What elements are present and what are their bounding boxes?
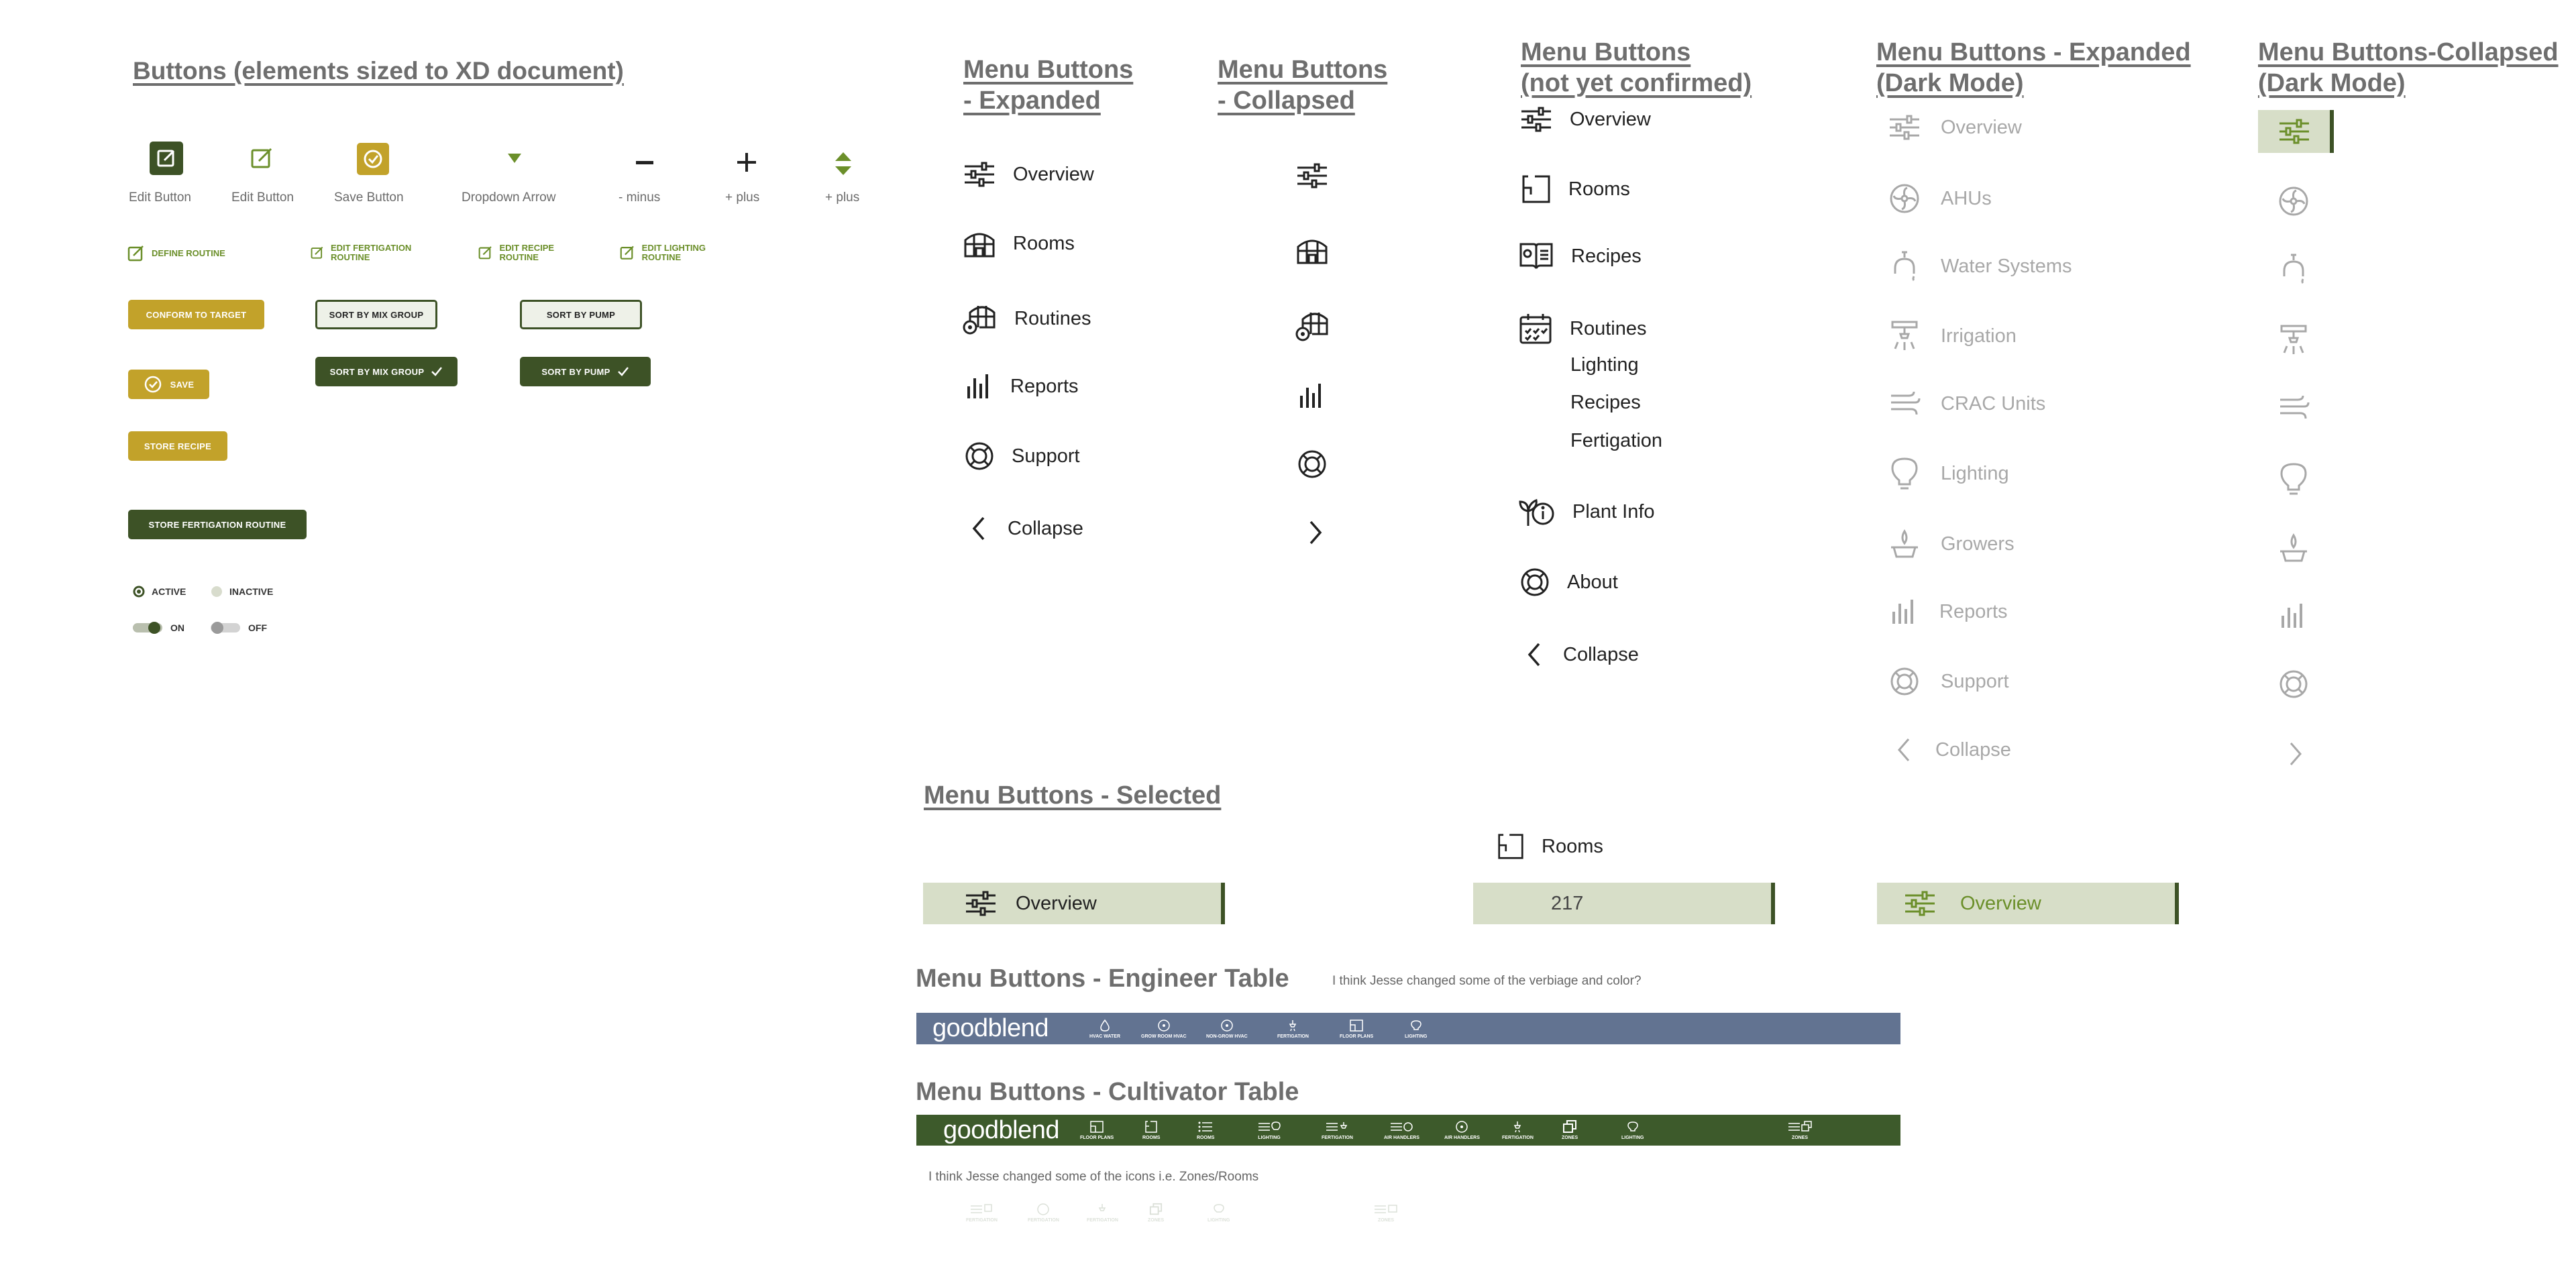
unconfirmed-sub-lighting[interactable]: Lighting <box>1570 354 1639 376</box>
dark-item-support-label: Support <box>1941 670 2009 692</box>
engineer-item-label: FLOOR PLANS <box>1340 1034 1374 1039</box>
faded-item-label: FERTIGATION <box>1028 1218 1059 1223</box>
menu-unconfirmed-title-line1: Menu Buttons <box>1521 38 1691 66</box>
edit-lighting-label: EDIT LIGHTING ROUTINE <box>641 243 706 262</box>
dark-item-lighting[interactable] <box>1888 456 2009 491</box>
sliders-icon <box>1296 162 1328 189</box>
faded-item-label: ZONES <box>1148 1218 1165 1223</box>
sliders-icon <box>1520 106 1552 133</box>
menu-item-routines-label: Routines <box>1014 307 1091 329</box>
selected-rooms-label: Rooms <box>1542 835 1603 857</box>
edit-button-outline[interactable] <box>250 146 274 170</box>
floorplan-icon <box>1521 174 1551 204</box>
menu-selected-title: Menu Buttons - Selected <box>924 781 1222 810</box>
cultivator-item-label: ROOMS <box>1142 1136 1161 1140</box>
cultivator-note: I think Jesse changed some of the icons i.e. Zones/Rooms <box>928 1170 1259 1184</box>
sort-by-pump-selected-button[interactable] <box>520 357 651 386</box>
cultivator-menu-bar <box>916 1115 1900 1146</box>
dark-item-reports[interactable] <box>1890 598 2008 625</box>
plus-caption: + plus <box>725 190 760 205</box>
plant-pot-icon <box>2277 533 2310 563</box>
edit-recipe-link[interactable] <box>478 243 579 262</box>
cultivator-item-rooms-list[interactable] <box>1197 1115 1214 1146</box>
engineer-table-title: Menu Buttons - Engineer Table <box>916 965 1289 993</box>
engineer-logo: goodblend <box>932 1014 1049 1042</box>
lifebuoy-icon <box>965 441 994 471</box>
cultivator-item-label: ROOMS <box>1197 1136 1215 1140</box>
engineer-item-floor-plans[interactable] <box>1340 1013 1373 1044</box>
fertigation-icon <box>1511 1120 1524 1134</box>
menu-dark-expanded-title <box>1876 38 2191 99</box>
dark-collapsed-reports[interactable] <box>2279 602 2308 629</box>
dark-item-reports-label: Reports <box>1939 600 2008 622</box>
sprinkler-icon <box>1888 319 1921 353</box>
sprinkler-icon <box>2277 323 2310 357</box>
greenhouse-icon <box>963 229 996 258</box>
sliders-zones-icon <box>1788 1120 1812 1134</box>
floorplan-icon <box>1497 833 1524 860</box>
dark-collapsed-ahus[interactable] <box>2277 185 2310 217</box>
cultivator-item-lighting-2[interactable] <box>1621 1115 1644 1146</box>
fertigation-icon <box>1095 1203 1109 1216</box>
cultivator-item-floor-plans[interactable] <box>1080 1115 1114 1146</box>
edit-button-filled[interactable] <box>150 142 183 175</box>
menu-item-rooms-label: Rooms <box>1013 232 1075 254</box>
menu-dark-collapsed-title-line2: (Dark Mode) <box>2258 68 2406 97</box>
water-drop-icon <box>1099 1019 1110 1032</box>
edit-fertigation-label: EDIT FERTIGATION ROUTINE <box>330 243 412 262</box>
engineer-item-fertigation[interactable] <box>1277 1013 1309 1044</box>
unconfirmed-item-collapse[interactable] <box>1525 641 1639 668</box>
lightbulb-icon <box>1888 456 1921 491</box>
sort-by-mix-group-button[interactable]: SORT BY MIX GROUP <box>315 300 437 329</box>
bar-chart-icon <box>1890 598 1919 625</box>
dark-item-growers-label: Growers <box>1941 533 2015 555</box>
cultivator-item-fertigation[interactable] <box>1322 1115 1353 1146</box>
edit-icon <box>620 244 635 262</box>
unconfirmed-item-routines-label: Routines <box>1570 317 1647 339</box>
engineer-item-hvac-water[interactable] <box>1089 1013 1120 1044</box>
engineer-item-label: FERTIGATION <box>1277 1034 1309 1039</box>
cultivator-item-label: LIGHTING <box>1258 1136 1281 1140</box>
radio-active[interactable] <box>133 586 186 598</box>
engineer-item-grow-room-hvac[interactable] <box>1141 1013 1187 1044</box>
sliders-sprinkler-icon <box>1326 1120 1348 1134</box>
cultivator-item-zones[interactable] <box>1562 1115 1578 1146</box>
faded-item-zones <box>1148 1199 1164 1226</box>
edit-fertigation-link[interactable] <box>311 243 425 262</box>
engineer-item-label: LIGHTING <box>1405 1034 1428 1039</box>
menu-expanded-title-line2: - Expanded <box>963 86 1101 115</box>
radio-inactive[interactable] <box>211 586 273 598</box>
faucet-icon <box>2277 252 2310 286</box>
engineer-note: I think Jesse changed some of the verbiage and color? <box>1332 974 1642 988</box>
list-icon <box>1197 1120 1214 1134</box>
fan-icon <box>1455 1120 1468 1134</box>
edit-button-caption: Edit Button <box>129 190 191 205</box>
wind-icon <box>2277 393 2310 423</box>
dark-item-collapse[interactable] <box>1895 736 2011 763</box>
menu-expanded-title <box>963 55 1133 116</box>
menu-unconfirmed-title-line2: (not yet confirmed) <box>1521 68 1752 97</box>
sliders-zones-icon <box>1374 1203 1398 1216</box>
cultivator-item-air-handlers[interactable] <box>1384 1115 1419 1146</box>
lifebuoy-icon <box>1888 667 1921 696</box>
sort-by-mix-group-selected-button[interactable] <box>315 357 458 386</box>
faded-icon-row <box>916 1199 1900 1226</box>
dark-item-support[interactable] <box>1888 667 2009 696</box>
bar-chart-icon <box>966 373 993 400</box>
plus-icon[interactable] <box>737 153 756 172</box>
menu-dark-expanded-title-line1: Menu Buttons - Expanded <box>1876 38 2191 66</box>
radio-unselected-icon <box>211 586 223 598</box>
faded-item-label: FERTIGATION <box>1087 1218 1118 1223</box>
dark-item-growers[interactable] <box>1888 529 2015 559</box>
radio-selected-icon <box>133 586 145 598</box>
bar-chart-icon <box>1299 382 1326 409</box>
sliders-sprinkler-icon <box>970 1203 993 1216</box>
collapsed-overview-button[interactable] <box>1296 162 1328 189</box>
engineer-item-lighting[interactable] <box>1405 1013 1427 1044</box>
plant-info-icon <box>1517 496 1555 527</box>
dark-collapsed-support[interactable] <box>2277 669 2310 699</box>
dark-collapsed-overview-selected[interactable] <box>2258 110 2334 153</box>
floorplan-icon <box>1144 1120 1158 1134</box>
cultivator-item-label: AIR HANDLERS <box>1444 1136 1480 1140</box>
sliders-fan-icon <box>1390 1120 1413 1134</box>
dark-collapsed-expand[interactable] <box>2284 740 2304 767</box>
toggle-on-icon <box>133 621 162 635</box>
dark-item-crac-units-label: CRAC Units <box>1941 392 2046 415</box>
dark-item-water-systems[interactable] <box>1888 250 2072 283</box>
sliders-icon <box>1904 890 1936 917</box>
conform-to-target-button[interactable]: CONFORM TO TARGET <box>128 300 264 329</box>
buttons-section-title: Buttons (elements sized to XD document) <box>133 57 624 85</box>
store-recipe-button[interactable]: STORE RECIPE <box>128 431 227 461</box>
unconfirmed-item-overview-label: Overview <box>1570 108 1651 130</box>
minus-icon[interactable] <box>636 161 653 165</box>
dropdown-arrow-icon[interactable] <box>507 153 522 164</box>
menu-item-collapse-label: Collapse <box>1008 517 1083 539</box>
chevron-left-icon <box>1525 641 1546 668</box>
menu-item-reports-label: Reports <box>1010 375 1079 397</box>
sort-mix-selected-label: SORT BY MIX GROUP <box>329 366 425 377</box>
sliders-icon <box>2278 118 2310 145</box>
cultivator-item-lighting[interactable] <box>1258 1115 1281 1146</box>
stepper-icon[interactable] <box>835 151 852 176</box>
faded-item-zones-2 <box>1374 1199 1398 1226</box>
selected-overview[interactable] <box>923 883 1225 924</box>
edit-recipe-label: EDIT RECIPE ROUTINE <box>499 243 555 262</box>
fertigation-icon <box>1286 1019 1299 1032</box>
radio-active-label: ACTIVE <box>152 586 186 597</box>
zones-icon <box>1562 1120 1577 1134</box>
menu-dark-collapsed-title-line1: Menu Buttons-Collapsed <box>2258 38 2559 66</box>
dark-item-water-systems-label: Water Systems <box>1941 255 2072 277</box>
faded-item-label: FERTIGATION <box>966 1218 998 1223</box>
save-button-filled[interactable] <box>357 143 389 175</box>
cultivator-item-rooms[interactable] <box>1142 1115 1160 1146</box>
bar-chart-icon <box>2279 602 2308 629</box>
unconfirmed-sub-fertigation[interactable]: Fertigation <box>1570 430 1663 451</box>
calendar-icon <box>1519 313 1552 345</box>
engineer-item-label: HVAC WATER <box>1089 1034 1121 1039</box>
dark-item-crac-units[interactable] <box>1888 389 2045 419</box>
fan-icon <box>1888 182 1921 215</box>
faded-item-fertigation <box>966 1199 998 1226</box>
lightbulb-icon <box>1626 1120 1640 1134</box>
check-icon <box>431 366 443 377</box>
edit-button-outline-caption: Edit Button <box>231 190 294 205</box>
toggle-off-label: OFF <box>248 622 267 633</box>
dark-item-lighting-label: Lighting <box>1941 462 2009 484</box>
selected-overview-label: Overview <box>1016 892 1097 914</box>
fan-icon <box>2277 185 2310 217</box>
dark-collapsed-lighting[interactable] <box>2277 461 2310 496</box>
unconfirmed-item-collapse-label: Collapse <box>1563 643 1639 665</box>
menu-item-support-label: Support <box>1012 445 1080 467</box>
minus-caption: - minus <box>619 190 661 205</box>
fan-icon <box>1036 1203 1050 1216</box>
chevron-left-icon <box>1895 736 1915 763</box>
sliders-bulb-icon <box>1258 1120 1281 1134</box>
selected-room-number: 217 <box>1551 892 1584 914</box>
edit-icon <box>311 244 324 262</box>
toggle-on-label: ON <box>170 622 184 633</box>
menu-item-reports[interactable] <box>966 373 1079 400</box>
dark-collapsed-water[interactable] <box>2277 252 2310 286</box>
wind-icon <box>1888 389 1921 419</box>
collapsed-rooms-button[interactable] <box>1296 236 1328 264</box>
cultivator-item-label: ZONES <box>1562 1136 1578 1140</box>
lightbulb-icon <box>2277 461 2310 496</box>
unconfirmed-item-about[interactable] <box>1520 567 1618 597</box>
cultivator-item-label: FERTIGATION <box>1322 1136 1353 1140</box>
menu-collapsed-title-line1: Menu Buttons <box>1218 56 1388 84</box>
menu-item-support[interactable] <box>965 441 1080 471</box>
unconfirmed-item-plant-info-label: Plant Info <box>1572 500 1655 522</box>
dark-item-ahus-label: AHUs <box>1941 187 1992 209</box>
faded-item-label: LIGHTING <box>1208 1218 1230 1223</box>
greenhouse-gear-icon <box>1295 309 1330 342</box>
dark-item-irrigation-label: Irrigation <box>1941 325 2017 347</box>
faucet-icon <box>1888 250 1921 283</box>
toggle-off-icon <box>211 621 240 635</box>
floorplan-icon <box>1089 1120 1104 1134</box>
menu-collapsed-title <box>1218 55 1387 116</box>
menu-collapsed-title-line2: - Collapsed <box>1218 86 1355 115</box>
cultivator-item-zones-2[interactable] <box>1788 1115 1812 1146</box>
engineer-item-non-grow-hvac[interactable] <box>1206 1013 1248 1044</box>
check-circle-icon <box>144 375 162 394</box>
edit-icon <box>478 244 492 262</box>
define-routine-label: DEFINE ROUTINE <box>152 248 225 258</box>
selected-overview-dark-label: Overview <box>1960 892 2041 914</box>
recipe-book-icon <box>1519 241 1554 271</box>
collapsed-expand-button[interactable] <box>1304 519 1324 546</box>
menu-item-overview[interactable] <box>963 161 1094 188</box>
lifebuoy-icon <box>1520 567 1550 597</box>
engineer-item-label: NON-GROW HVAC <box>1206 1034 1248 1039</box>
zones-icon <box>1149 1203 1163 1216</box>
floorplan-icon <box>1349 1019 1364 1032</box>
dark-item-overview[interactable] <box>1888 114 2022 141</box>
engineer-menu-bar <box>916 1013 1900 1044</box>
fan-icon <box>1220 1019 1234 1032</box>
greenhouse-icon <box>1296 236 1328 264</box>
selected-room-217[interactable] <box>1473 883 1775 924</box>
store-fertigation-routine-button[interactable]: STORE FERTIGATION ROUTINE <box>128 510 307 539</box>
menu-item-collapse[interactable] <box>970 515 1083 542</box>
engineer-item-label: GROW ROOM HVAC <box>1141 1034 1187 1039</box>
dark-item-overview-label: Overview <box>1941 116 2022 138</box>
lifebuoy-icon <box>1297 449 1327 479</box>
dark-collapsed-crac[interactable] <box>2277 393 2310 423</box>
unconfirmed-item-plant-info[interactable] <box>1517 496 1655 527</box>
greenhouse-gear-icon <box>962 302 997 335</box>
sliders-icon <box>1888 114 1921 141</box>
faded-item-label: ZONES <box>1377 1218 1395 1223</box>
lightbulb-icon <box>1212 1203 1226 1216</box>
unconfirmed-item-recipes[interactable] <box>1519 241 1642 271</box>
save-button-caption: Save Button <box>334 190 404 205</box>
define-routine-link[interactable] <box>127 245 225 262</box>
collapsed-support-button[interactable] <box>1297 449 1327 479</box>
check-icon <box>617 366 629 377</box>
sliders-icon <box>963 161 996 188</box>
unconfirmed-item-overview[interactable] <box>1520 106 1651 133</box>
toggle-off[interactable] <box>211 621 267 635</box>
dark-collapsed-growers[interactable] <box>2277 533 2310 563</box>
lifebuoy-icon <box>2277 669 2310 699</box>
menu-item-overview-label: Overview <box>1013 163 1094 185</box>
dark-item-irrigation[interactable] <box>1888 319 2017 353</box>
edit-icon <box>127 245 145 262</box>
sort-pump-selected-label: SORT BY PUMP <box>541 366 610 377</box>
sliders-icon <box>965 890 997 917</box>
cultivator-logo: goodblend <box>943 1115 1060 1144</box>
unconfirmed-item-routines[interactable] <box>1519 313 1646 345</box>
chevron-right-icon <box>1304 519 1324 546</box>
cultivator-item-label: FLOOR PLANS <box>1080 1136 1114 1140</box>
chevron-left-icon <box>970 515 990 542</box>
lightbulb-icon <box>1409 1019 1423 1032</box>
menu-dark-expanded-title-line2: (Dark Mode) <box>1876 68 2024 97</box>
plant-pot-icon <box>1888 529 1921 559</box>
dark-collapsed-irrigation[interactable] <box>2277 323 2310 357</box>
radio-inactive-label: INACTIVE <box>229 586 274 597</box>
cultivator-table-title: Menu Buttons - Cultivator Table <box>916 1078 1299 1106</box>
cultivator-item-label: ZONES <box>1791 1136 1809 1140</box>
faded-item-fertigation-2 <box>1028 1199 1059 1226</box>
dark-item-collapse-label: Collapse <box>1935 738 2011 761</box>
cultivator-item-label: LIGHTING <box>1621 1136 1644 1140</box>
dark-item-ahus[interactable] <box>1888 182 1992 215</box>
menu-expanded-title-line1: Menu Buttons <box>963 56 1134 84</box>
selected-overview-dark[interactable] <box>1877 883 2179 924</box>
dropdown-arrow-caption: Dropdown Arrow <box>462 190 556 205</box>
faded-item-lighting <box>1208 1199 1230 1226</box>
stepper-caption: + plus <box>825 190 860 205</box>
collapsed-reports-button[interactable] <box>1299 382 1326 409</box>
chevron-right-icon <box>2284 740 2304 767</box>
menu-item-routines[interactable] <box>962 302 1091 335</box>
save-button-label: SAVE <box>170 379 195 390</box>
selected-rooms-header[interactable] <box>1497 833 1603 860</box>
cultivator-item-label: FERTIGATION <box>1502 1136 1534 1140</box>
unconfirmed-item-about-label: About <box>1567 571 1618 593</box>
unconfirmed-item-recipes-label: Recipes <box>1571 245 1642 267</box>
menu-dark-collapsed-title <box>2258 38 2559 99</box>
menu-item-rooms[interactable] <box>963 229 1075 258</box>
cultivator-item-air-handlers-2[interactable] <box>1444 1115 1480 1146</box>
cultivator-item-label: AIR HANDLERS <box>1384 1136 1419 1140</box>
unconfirmed-sub-recipes[interactable]: Recipes <box>1570 392 1641 413</box>
unconfirmed-item-rooms[interactable] <box>1521 174 1630 204</box>
collapsed-routines-button[interactable] <box>1295 309 1330 342</box>
menu-unconfirmed-title <box>1521 38 1752 99</box>
cultivator-item-fertigation-2[interactable] <box>1502 1115 1534 1146</box>
fan-icon <box>1157 1019 1171 1032</box>
sort-by-pump-button[interactable]: SORT BY PUMP <box>520 300 642 329</box>
faded-item-fertigation-3 <box>1087 1199 1118 1226</box>
save-button[interactable] <box>128 370 209 399</box>
edit-lighting-link[interactable] <box>620 243 734 262</box>
unconfirmed-item-rooms-label: Rooms <box>1568 178 1630 200</box>
toggle-on[interactable] <box>133 621 184 635</box>
